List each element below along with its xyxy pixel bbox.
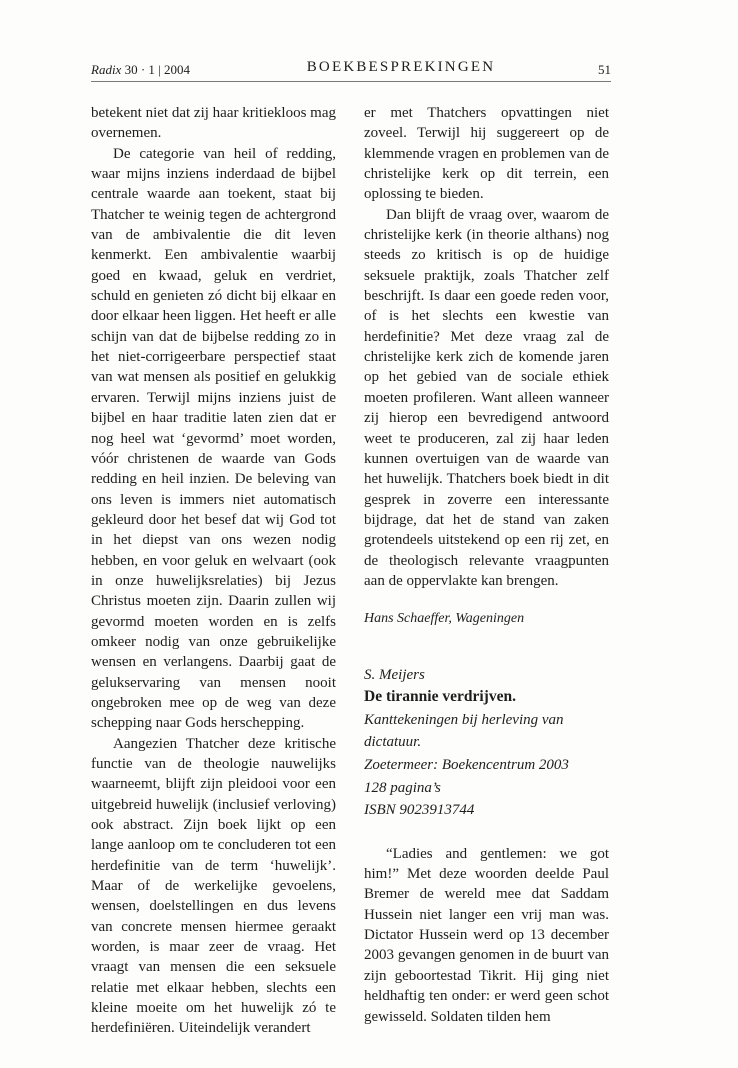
right-column — [364, 103, 609, 1027]
paragraph: betekent niet dat zij haar kritiekloos mag overnemen. — [91, 105, 336, 142]
journal-name: Radix — [91, 62, 122, 77]
paragraph: De categorie van heil of redding, waar mijns inziens inderdaad de bijbel centrale waarde aan toekent, staat bij Thatcher te weinig tegen de achtergrond van de ambivalentie die dit leven kenmerkt. Een ambivalentie waarbij goed en kwaad, geluk en verdriet, schuld en genieten zó dicht bij elkaar en door elkaar heen liggen. Het heeft er alle schijn van dat de bijbelse redding zo in het niet-corrigeerbare perspectief staat van wat mensen als positief en gelukkig ervaren. Terwijl mijns inziens juist de bijbel en haar traditie laten zien dat er nog heel wat ‘gevormd’ moet worden, vóór christenen de waarde van Gods redding en heil inzien. De beleving van ons leven is immers niet automatisch gekleurd door het besef dat wij God tot in het diepst van ons wezen nodig hebben, en voor geluk en welvaart (ook in onze huwelijksrelaties) bij Jezus Christus moeten zijn. Daarin zullen wij gevormd moeten worden en is zelfs omkeer nodig van onze gebruikelijke wensen en verlangens. Daarbij gaat de gelukservaring van mensen nooit ongebroken mee op de weg van deze schepping naar Gods herschepping. — [91, 145, 336, 732]
book-isbn: ISBN 9023913744 — [364, 802, 475, 819]
book-pages: 128 pagina’s — [364, 779, 441, 796]
book-subtitle: Kanttekeningen bij herleving van dictatuur. — [364, 711, 564, 751]
left-column — [91, 103, 336, 1039]
section-title: BOEKBESPREKINGEN — [306, 59, 496, 75]
book-author: S. Meijers — [364, 666, 425, 683]
paragraph: Dan blijft de vraag over, waarom de christelijke kerk (in theorie althans) nog steeds zo kritisch is op de huidige seksuele praktijk, zoals Thatcher zelf beschrijft. Is daar een goede reden voor, of is het slechts een kwestie van herdefinitie? Met deze vraag zal de christelijke kerk zich de komende jaren op het gebied van de sociale ethiek moeten profileren. Want alleen wanneer zij hierop een bevredigend antwoord weet te produceren, zal zij haar leden kunnen overtuigen van de waarde van het huwelijk. Thatchers boek biedt in dit gesprek in zoverre een interessante bijdrage, dat het de stand van zaken grotendeels uitstekend op een rij zet, en de theologisch relevante vraagpunten aan de oppervlakte kan brengen. — [364, 206, 609, 589]
page-number: 51 — [598, 62, 611, 77]
running-head — [91, 59, 611, 82]
book-details — [364, 664, 609, 822]
issue-number: 30 · 1 | 2004 — [124, 62, 191, 77]
paragraph: Aangezien Thatcher deze kritische functie van de theologie nauwelijks waarneemt, blijft zijn pleidooi voor een uitgebreid huwelijk (inclusief verloving) ook abstract. Zijn boek lijkt op een lange aanloop om te concluderen tot een herdefinitie van de term ‘huwelijk’. Maar of de werkelijke gevoelens, wensen, doelstellingen en dus levens van concrete mensen hiermee geraakt worden, is maar zeer de vraag. Het vraagt van mensen die een seksuele relatie met elkaar hebben, slechts een kleine moeite om het huwelijk zó te herdefiniëren. Uiteindelijk verandert — [91, 735, 336, 1037]
reviewer-signature: Hans Schaeffer, Wageningen — [364, 611, 525, 627]
paragraph: er met Thatchers opvattingen niet zoveel. Terwijl hij suggereert op de klemmende vragen en problemen van de christelijke kerk op dit terrein, een oplossing te bieden. — [364, 105, 609, 203]
book-publisher: Zoetermeer: Boekencentrum 2003 — [364, 756, 569, 773]
book-title: De tirannie verdrijven. — [364, 688, 516, 706]
review-opening-paragraph: “Ladies and gentlemen: we got him!” Met deze woorden deelde Paul Bremer de wereld mee dat Saddam Hussein niet langer een vrij man was. Dictator Hussein werd op 13 december 2003 gevangen genomen in de buurt van zijn geboortestad Tikrit. Hij ging niet heldhaftig ten onder: er werd geen schot gewisseld. Soldaten tilden hem — [364, 845, 609, 1025]
